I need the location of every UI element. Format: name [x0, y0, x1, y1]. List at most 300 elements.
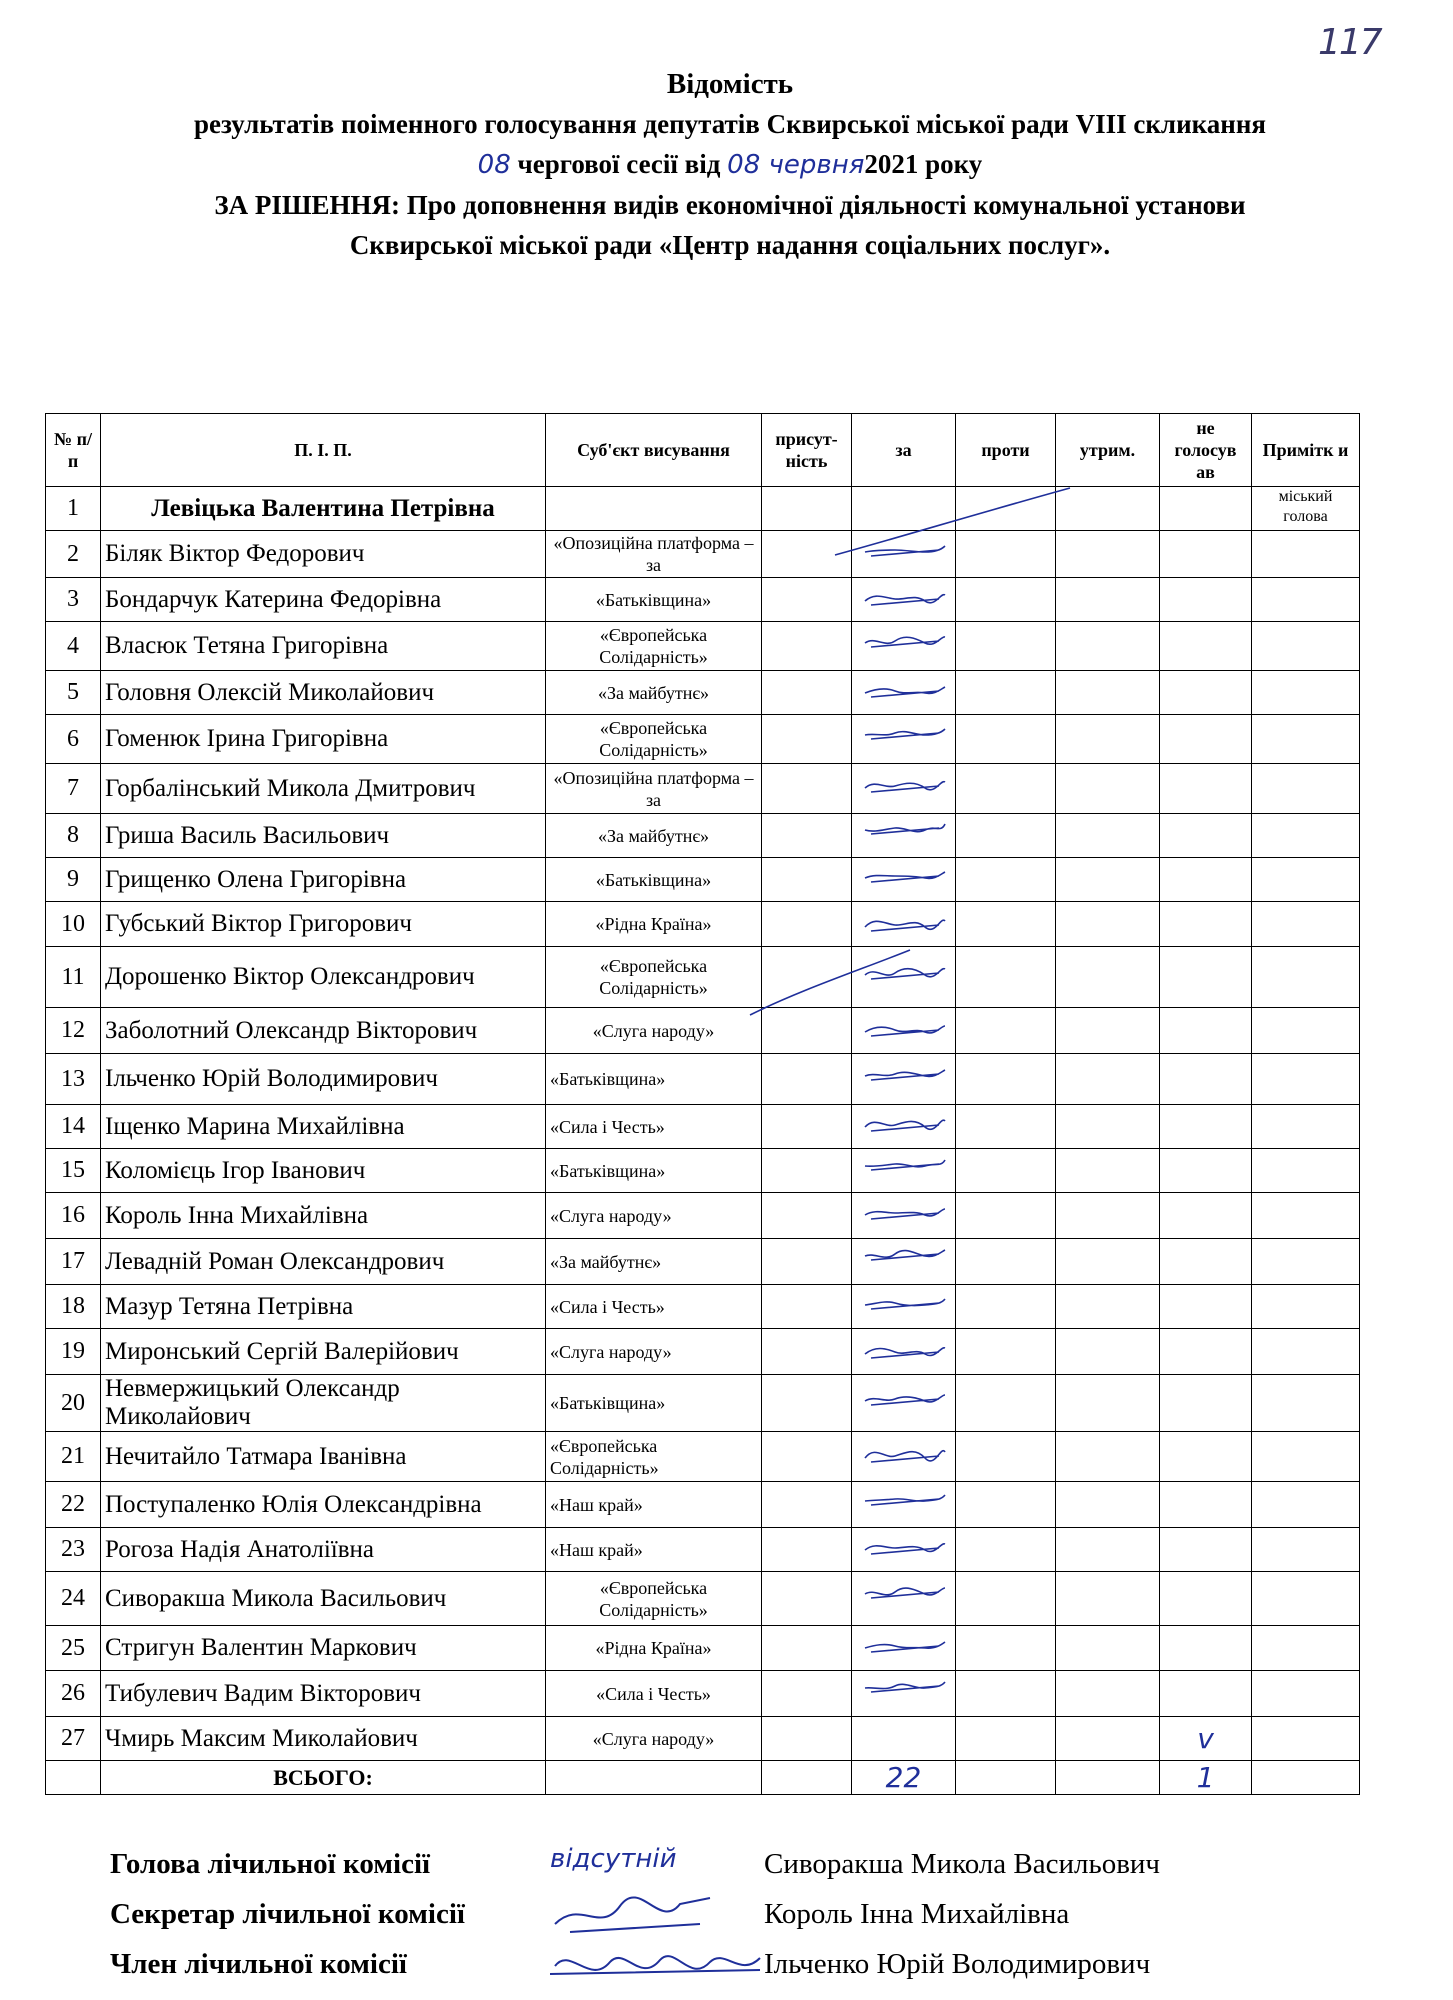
vote-for-cell — [852, 1482, 956, 1528]
row-number: 9 — [46, 858, 101, 902]
doc-title: Відомість — [666, 68, 794, 100]
row-number: 12 — [46, 1008, 101, 1054]
commission-role: Секретар лічильної комісії — [110, 1898, 465, 1930]
vote-for-cell — [852, 814, 956, 858]
col-header-num: № п/п — [46, 414, 101, 487]
row-number: 27 — [46, 1717, 101, 1761]
table-row — [46, 1432, 1360, 1482]
deputy-name: Іщенко Марина Михайлівна — [101, 1105, 546, 1149]
signature-image — [861, 1291, 947, 1317]
signature-image — [861, 1388, 947, 1414]
deputy-name: Рогоза Надія Анатоліївна — [101, 1528, 546, 1572]
signature-image — [861, 584, 947, 610]
deputy-name: Заболотний Олександр Вікторович — [101, 1008, 546, 1054]
notes-cell: міський голова — [1252, 487, 1360, 531]
present-cell — [762, 715, 852, 764]
table-row — [46, 1375, 1360, 1432]
not-voted-cell — [1160, 1375, 1252, 1432]
abstain-cell — [1056, 1008, 1160, 1054]
deputy-name: Невмержицький Олександр Миколайович — [101, 1375, 546, 1432]
vote-against-cell — [956, 1105, 1056, 1149]
document-header — [40, 64, 1420, 265]
row-number: 23 — [46, 1528, 101, 1572]
handwritten-absent-note: відсутній — [550, 1844, 677, 1874]
deputy-name: Поступаленко Юлія Олександрівна — [101, 1482, 546, 1528]
vote-against-cell — [956, 1375, 1056, 1432]
table-row — [46, 671, 1360, 715]
not-voted-cell — [1160, 622, 1252, 671]
nominating-party: «Слуга народу» — [546, 1193, 762, 1239]
not-voted-cell — [1160, 1671, 1252, 1717]
col-header-notes: Примітк и — [1252, 414, 1360, 487]
present-cell — [762, 1626, 852, 1671]
nominating-party: «Наш край» — [546, 1528, 762, 1572]
decision-title-cont: Сквирської міської ради «Центр надання соціальних послуг». — [349, 230, 1111, 260]
vote-against-cell — [956, 622, 1056, 671]
not-voted-cell — [1160, 671, 1252, 715]
table-row — [46, 1054, 1360, 1105]
nominating-party: «Батьківщина» — [546, 858, 762, 902]
row-number: 22 — [46, 1482, 101, 1528]
present-cell — [762, 671, 852, 715]
nominating-party: «Батьківщина» — [546, 1375, 762, 1432]
deputy-name: Дорошенко Віктор Олександрович — [101, 947, 546, 1008]
signature-image — [861, 820, 947, 846]
notes-cell — [1252, 671, 1360, 715]
signature-image — [861, 909, 947, 935]
not-voted-cell — [1160, 1285, 1252, 1329]
present-cell — [762, 1671, 852, 1717]
total-not-voted-value: 1 — [1160, 1761, 1252, 1795]
table-row — [46, 1239, 1360, 1285]
not-voted-cell — [1160, 1193, 1252, 1239]
not-voted-cell — [1160, 531, 1252, 578]
abstain-cell — [1056, 1671, 1160, 1717]
signature-image — [861, 1489, 947, 1515]
signature-image — [861, 539, 947, 565]
present-cell — [762, 1717, 852, 1761]
vote-against-cell — [956, 531, 1056, 578]
abstain-cell — [1056, 671, 1160, 715]
row-number: 20 — [46, 1375, 101, 1432]
col-header-not-voted: не голосув ав — [1160, 414, 1252, 487]
abstain-cell — [1056, 814, 1160, 858]
notes-cell — [1252, 1054, 1360, 1105]
abstain-cell — [1056, 1054, 1160, 1105]
vote-for-cell — [852, 764, 956, 814]
vote-for-cell — [852, 858, 956, 902]
nominating-party: «За майбутнє» — [546, 814, 762, 858]
not-voted-cell — [1160, 1528, 1252, 1572]
nominating-party: «Європейська Солідарність» — [546, 1572, 762, 1626]
table-row — [46, 1193, 1360, 1239]
vote-for-cell — [852, 947, 956, 1008]
voting-table — [45, 413, 1360, 1795]
deputy-name: Власюк Тетяна Григорівна — [101, 622, 546, 671]
deputy-name: Губський Віктор Григорович — [101, 902, 546, 947]
session-date-handwritten: 08 червня — [727, 150, 865, 180]
doc-subtitle: результатів поіменного голосування депутатів Сквирської міської ради VIII скликання — [193, 109, 1267, 139]
table-row — [46, 578, 1360, 622]
deputy-name: Тибулевич Вадим Вікторович — [101, 1671, 546, 1717]
abstain-cell — [1056, 1105, 1160, 1149]
vote-for-cell — [852, 1432, 956, 1482]
deputy-name: Коломієць Ігор Іванович — [101, 1149, 546, 1193]
not-voted-cell — [1160, 902, 1252, 947]
nominating-party — [546, 487, 762, 531]
abstain-cell — [1056, 764, 1160, 814]
abstain-cell — [1056, 947, 1160, 1008]
notes-cell — [1252, 1572, 1360, 1626]
present-cell — [762, 764, 852, 814]
table-row — [46, 1149, 1360, 1193]
row-number: 21 — [46, 1432, 101, 1482]
present-cell — [762, 1149, 852, 1193]
vote-for-cell — [852, 1528, 956, 1572]
table-row — [46, 1528, 1360, 1572]
not-voted-cell — [1160, 1626, 1252, 1671]
vote-against-cell — [956, 1054, 1056, 1105]
present-cell — [762, 858, 852, 902]
vote-for-cell — [852, 1054, 956, 1105]
notes-cell — [1252, 814, 1360, 858]
row-number: 7 — [46, 764, 101, 814]
vote-for-cell — [852, 1717, 956, 1761]
row-number: 6 — [46, 715, 101, 764]
deputy-name: Гриша Василь Васильович — [101, 814, 546, 858]
vote-against-cell — [956, 1671, 1056, 1717]
row-number: 15 — [46, 1149, 101, 1193]
table-row — [46, 814, 1360, 858]
table-row — [46, 1105, 1360, 1149]
notes-cell — [1252, 947, 1360, 1008]
notes-cell — [1252, 1239, 1360, 1285]
total-row — [46, 1761, 1360, 1795]
commission-row — [110, 1844, 1310, 1898]
nominating-party: «За майбутнє» — [546, 1239, 762, 1285]
vote-for-cell — [852, 1626, 956, 1671]
signature-image — [861, 1678, 947, 1704]
vote-for-cell — [852, 1329, 956, 1375]
deputy-name: Грищенко Олена Григорівна — [101, 858, 546, 902]
vote-for-cell — [852, 1149, 956, 1193]
vote-against-cell — [956, 1432, 1056, 1482]
deputy-name: Мазур Тетяна Петрівна — [101, 1285, 546, 1329]
not-voted-cell — [1160, 1239, 1252, 1285]
vote-for-cell — [852, 1239, 956, 1285]
vote-for-cell — [852, 902, 956, 947]
row-number: 2 — [46, 531, 101, 578]
present-cell — [762, 1375, 852, 1432]
signature-image — [861, 1583, 947, 1609]
vote-for-cell — [852, 622, 956, 671]
row-number: 26 — [46, 1671, 101, 1717]
nominating-party: «Сила і Честь» — [546, 1285, 762, 1329]
abstain-cell — [1056, 1285, 1160, 1329]
vote-against-cell — [956, 1329, 1056, 1375]
present-cell — [762, 1285, 852, 1329]
present-cell — [762, 814, 852, 858]
col-header-abstain: утрим. — [1056, 414, 1160, 487]
present-cell — [762, 947, 852, 1008]
row-number: 3 — [46, 578, 101, 622]
commission-signatures — [110, 1844, 1310, 1998]
not-voted-cell — [1160, 1329, 1252, 1375]
signature-image — [861, 631, 947, 657]
present-cell — [762, 1329, 852, 1375]
vote-for-cell — [852, 578, 956, 622]
signature-image — [861, 864, 947, 890]
total-for-value: 22 — [852, 1761, 956, 1795]
abstain-cell — [1056, 1717, 1160, 1761]
nominating-party: «За майбутнє» — [546, 671, 762, 715]
table-row — [46, 1008, 1360, 1054]
abstain-cell — [1056, 1528, 1160, 1572]
signature-image — [861, 962, 947, 988]
vote-against-cell — [956, 764, 1056, 814]
row-number: 25 — [46, 1626, 101, 1671]
notes-cell — [1252, 902, 1360, 947]
vote-against-cell — [956, 1528, 1056, 1572]
notes-cell — [1252, 715, 1360, 764]
deputy-name: Гоменюк Ірина Григорівна — [101, 715, 546, 764]
row-number: 14 — [46, 1105, 101, 1149]
signature-image — [861, 1064, 947, 1090]
notes-cell — [1252, 622, 1360, 671]
row-number: 19 — [46, 1329, 101, 1375]
vote-against-cell — [956, 1149, 1056, 1193]
notes-cell — [1252, 1671, 1360, 1717]
session-text: чергової сесії від — [517, 149, 721, 179]
abstain-cell — [1056, 578, 1160, 622]
present-cell — [762, 578, 852, 622]
vote-for-cell — [852, 1285, 956, 1329]
vote-for-cell — [852, 531, 956, 578]
deputy-name: Біляк Віктор Федорович — [101, 531, 546, 578]
notes-cell — [1252, 1717, 1360, 1761]
col-header-for: за — [852, 414, 956, 487]
not-voted-cell — [1160, 1105, 1252, 1149]
nominating-party: «Опозиційна платформа – за — [546, 764, 762, 814]
decision-title: ЗА РІШЕННЯ: Про доповнення видів економічної діяльності комунальної установи — [214, 190, 1246, 220]
notes-cell — [1252, 1482, 1360, 1528]
notes-cell — [1252, 1008, 1360, 1054]
abstain-cell — [1056, 487, 1160, 531]
nominating-party: «Рідна Країна» — [546, 902, 762, 947]
table-row — [46, 947, 1360, 1008]
signature-image — [861, 1336, 947, 1362]
table-row — [46, 1285, 1360, 1329]
vote-against-cell — [956, 814, 1056, 858]
present-cell — [762, 1239, 852, 1285]
nominating-party: «Сила і Честь» — [546, 1105, 762, 1149]
deputy-name: Чмирь Максим Миколайович — [101, 1717, 546, 1761]
col-header-party: Суб'єкт висування — [546, 414, 762, 487]
notes-cell — [1252, 1375, 1360, 1432]
not-voted-cell — [1160, 858, 1252, 902]
vote-against-cell — [956, 671, 1056, 715]
commission-role: Голова лічильної комісії — [110, 1848, 431, 1880]
not-voted-mark: v — [1160, 1717, 1252, 1761]
vote-against-cell — [956, 1285, 1056, 1329]
row-number: 24 — [46, 1572, 101, 1626]
nominating-party: «Батьківщина» — [546, 578, 762, 622]
abstain-cell — [1056, 1432, 1160, 1482]
abstain-cell — [1056, 1239, 1160, 1285]
notes-cell — [1252, 1193, 1360, 1239]
notes-cell — [1252, 764, 1360, 814]
notes-cell — [1252, 1285, 1360, 1329]
signature-image — [861, 677, 947, 703]
row-number: 13 — [46, 1054, 101, 1105]
table-header-row — [46, 414, 1360, 487]
vote-against-cell — [956, 1482, 1056, 1528]
present-cell — [762, 1008, 852, 1054]
notes-cell — [1252, 578, 1360, 622]
row-number: 1 — [46, 487, 101, 531]
signature-image — [861, 1246, 947, 1272]
commission-member-name: Ільченко Юрій Володимирович — [764, 1948, 1151, 1980]
signature-image — [550, 1944, 770, 1993]
deputy-name: Миронський Сергій Валерійович — [101, 1329, 546, 1375]
row-number: 16 — [46, 1193, 101, 1239]
deputy-name: Бондарчук Катерина Федорівна — [101, 578, 546, 622]
present-cell — [762, 622, 852, 671]
notes-cell — [1252, 1528, 1360, 1572]
not-voted-cell — [1160, 1432, 1252, 1482]
signature-image — [861, 773, 947, 799]
row-number: 8 — [46, 814, 101, 858]
vote-against-cell — [956, 1626, 1056, 1671]
abstain-cell — [1056, 1329, 1160, 1375]
signature-image — [861, 1155, 947, 1181]
present-cell — [762, 1482, 852, 1528]
vote-against-cell — [956, 902, 1056, 947]
not-voted-cell — [1160, 715, 1252, 764]
table-row — [46, 487, 1360, 531]
vote-against-cell — [956, 1717, 1056, 1761]
vote-against-cell — [956, 947, 1056, 1008]
nominating-party: «Європейська Солідарність» — [546, 622, 762, 671]
nominating-party: «Слуга народу» — [546, 1717, 762, 1761]
vote-for-cell — [852, 1105, 956, 1149]
session-number-handwritten: 08 — [477, 150, 511, 180]
commission-role: Член лічильної комісії — [110, 1948, 407, 1980]
nominating-party: «Слуга народу» — [546, 1329, 762, 1375]
table-row — [46, 531, 1360, 578]
vote-for-cell — [852, 1671, 956, 1717]
notes-cell — [1252, 1149, 1360, 1193]
vote-for-cell — [852, 1008, 956, 1054]
signature-image — [861, 724, 947, 750]
notes-cell — [1252, 531, 1360, 578]
signature-image — [861, 1633, 947, 1659]
not-voted-cell — [1160, 1054, 1252, 1105]
not-voted-cell — [1160, 1008, 1252, 1054]
deputy-name: Ільченко Юрій Володимирович — [101, 1054, 546, 1105]
nominating-party: «Сила і Честь» — [546, 1671, 762, 1717]
table-row — [46, 622, 1360, 671]
col-header-name: П. І. П. — [101, 414, 546, 487]
table-row — [46, 1717, 1360, 1761]
present-cell — [762, 1054, 852, 1105]
row-number: 11 — [46, 947, 101, 1008]
session-line — [40, 144, 1420, 185]
vote-against-cell — [956, 578, 1056, 622]
notes-cell — [1252, 1329, 1360, 1375]
present-cell — [762, 1432, 852, 1482]
table-row — [46, 902, 1360, 947]
abstain-cell — [1056, 1626, 1160, 1671]
deputy-name: Король Інна Михайлівна — [101, 1193, 546, 1239]
col-header-present: присут-ність — [762, 414, 852, 487]
session-year: 2021 року — [864, 149, 983, 179]
nominating-party: «Слуга народу» — [546, 1008, 762, 1054]
signature-image — [861, 1015, 947, 1041]
table-row — [46, 1572, 1360, 1626]
table-row — [46, 1671, 1360, 1717]
commission-row — [110, 1948, 1310, 1998]
vote-against-cell — [956, 487, 1056, 531]
vote-for-cell — [852, 487, 956, 531]
vote-against-cell — [956, 858, 1056, 902]
row-number: 5 — [46, 671, 101, 715]
deputy-name: Левіцька Валентина Петрівна — [101, 487, 546, 531]
abstain-cell — [1056, 902, 1160, 947]
commission-member-name: Король Інна Михайлівна — [764, 1898, 1070, 1930]
row-number: 18 — [46, 1285, 101, 1329]
table-row — [46, 1626, 1360, 1671]
not-voted-cell — [1160, 947, 1252, 1008]
row-number: 4 — [46, 622, 101, 671]
not-voted-cell — [1160, 814, 1252, 858]
table-row — [46, 1329, 1360, 1375]
page-number: 117 — [1318, 22, 1381, 63]
table-row — [46, 715, 1360, 764]
table-row — [46, 1482, 1360, 1528]
col-header-against: проти — [956, 414, 1056, 487]
nominating-party: «Батьківщина» — [546, 1054, 762, 1105]
signature-image — [861, 1111, 947, 1137]
abstain-cell — [1056, 1193, 1160, 1239]
present-cell — [762, 1105, 852, 1149]
abstain-cell — [1056, 622, 1160, 671]
table-row — [46, 764, 1360, 814]
present-cell — [762, 487, 852, 531]
commission-member-name: Сиворакша Микола Васильович — [764, 1848, 1161, 1880]
vote-against-cell — [956, 1239, 1056, 1285]
deputy-name: Стригун Валентин Маркович — [101, 1626, 546, 1671]
not-voted-cell — [1160, 1149, 1252, 1193]
nominating-party: «Батьківщина» — [546, 1149, 762, 1193]
not-voted-cell — [1160, 487, 1252, 531]
vote-for-cell — [852, 1193, 956, 1239]
nominating-party: «Опозиційна платформа – за — [546, 531, 762, 578]
deputy-name: Левадній Роман Олександрович — [101, 1239, 546, 1285]
abstain-cell — [1056, 858, 1160, 902]
abstain-cell — [1056, 715, 1160, 764]
abstain-cell — [1056, 1572, 1160, 1626]
vote-against-cell — [956, 1572, 1056, 1626]
abstain-cell — [1056, 1375, 1160, 1432]
nominating-party: «Наш край» — [546, 1482, 762, 1528]
nominating-party: «Європейська Солідарність» — [546, 715, 762, 764]
vote-against-cell — [956, 1193, 1056, 1239]
nominating-party: «Європейська Солідарність» — [546, 1432, 762, 1482]
row-number: 10 — [46, 902, 101, 947]
nominating-party: «Рідна Країна» — [546, 1626, 762, 1671]
signature-image — [550, 1894, 720, 1943]
